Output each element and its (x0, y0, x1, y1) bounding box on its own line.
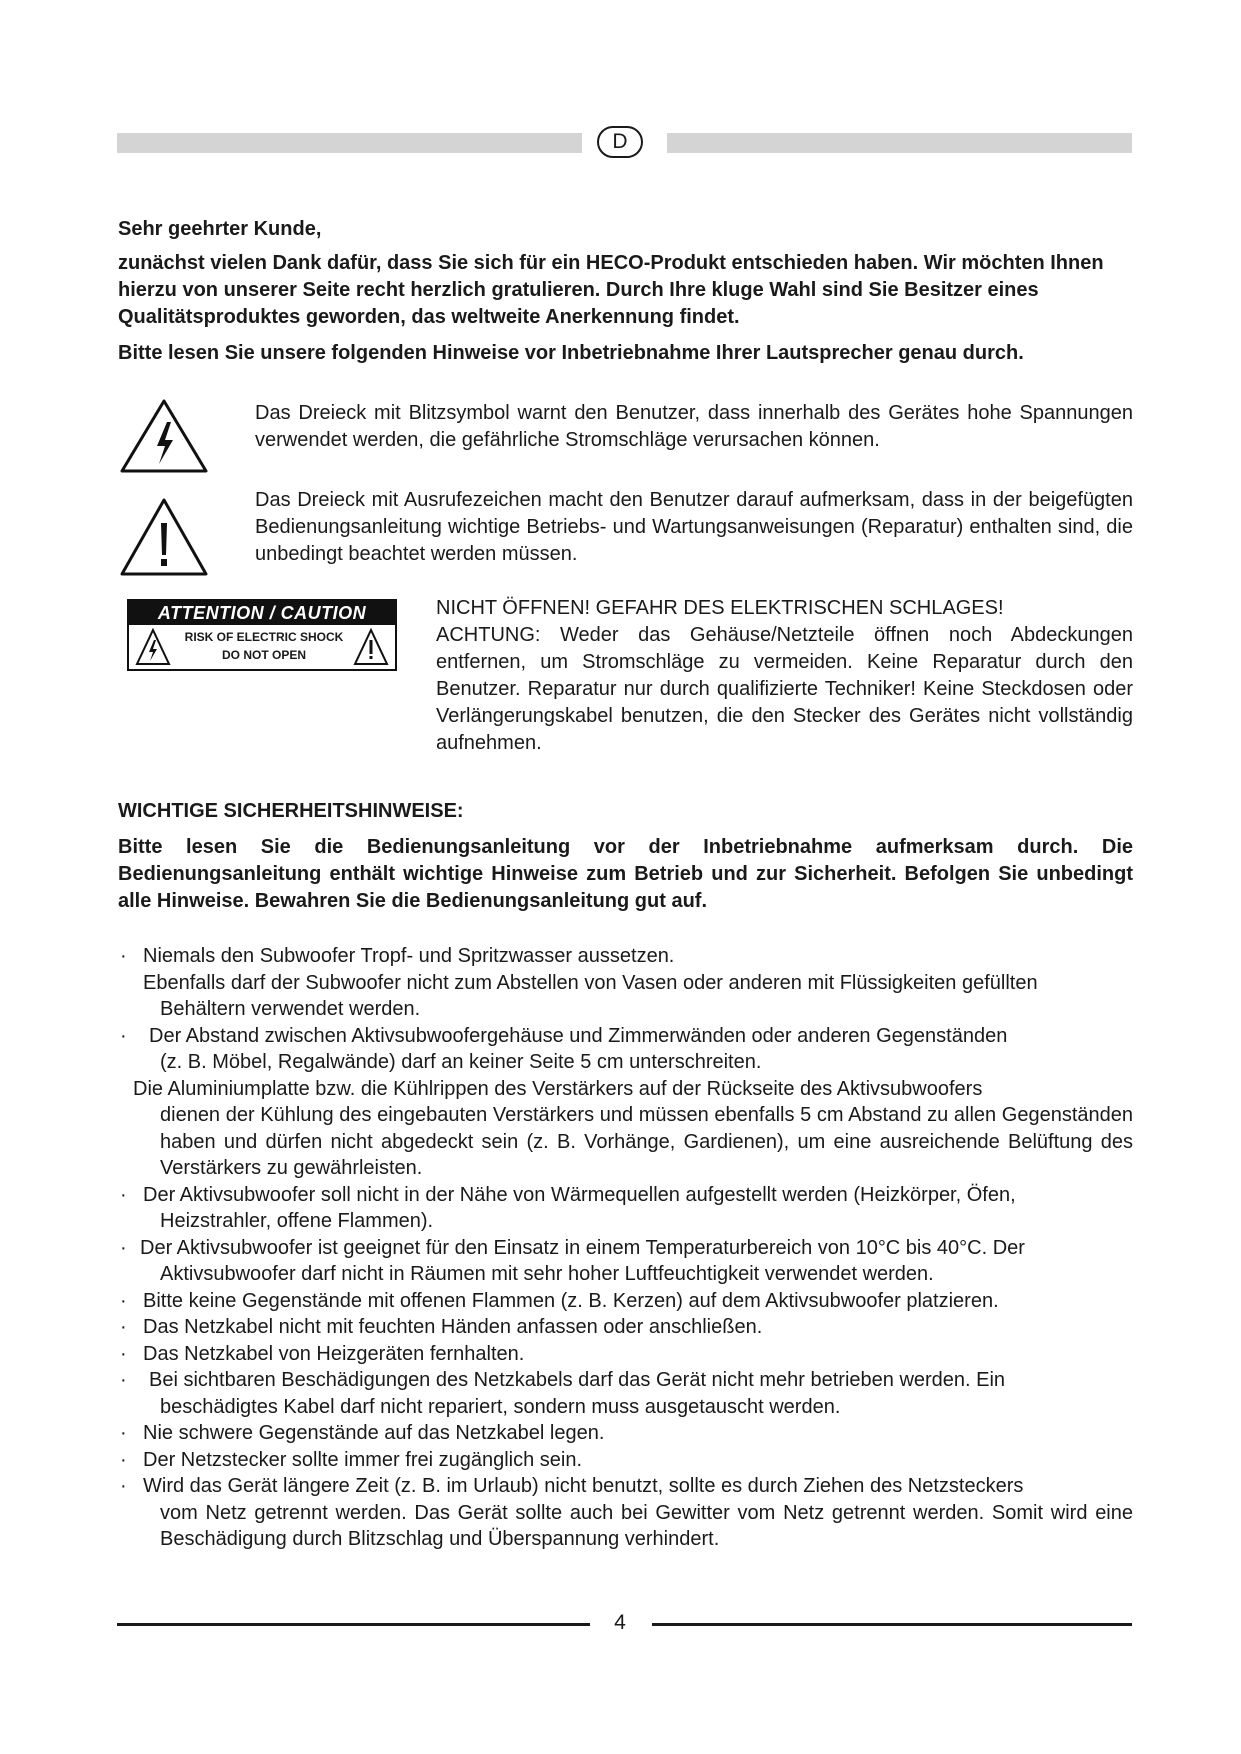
lightning-triangle-icon (135, 628, 171, 666)
list-item: · Bei sichtbaren Beschädigungen des Netzkabels darf das Gerät nicht mehr betrieben werden. Ein beschädigtes Kabel darf nicht repariert, sondern muss ausgetauscht werden. (120, 1369, 1006, 1418)
exclamation-warning-icon (119, 497, 209, 577)
footer-rule-right (652, 1623, 1132, 1626)
footer-rule-left (117, 1623, 590, 1626)
lightning-warning-text: Das Dreieck mit Blitzsymbol warnt den Benutzer, dass innerhalb des Gerätes hohe Spannungen verwendet werden, die gefährliche Stromschläge verursachen können. (255, 402, 1133, 451)
caution-label-title: ATTENTION / CAUTION (129, 601, 395, 625)
list-item: · Niemals den Subwoofer Tropf- und Spritzwasser aussetzen. (120, 945, 675, 967)
salutation: Sehr geehrter Kunde, (118, 218, 322, 240)
list-item: · Der Netzstecker sollte immer frei zugänglich sein. (120, 1448, 583, 1471)
language-badge: D (597, 126, 643, 158)
list-item: · Wird das Gerät längere Zeit (z. B. im Urlaub) nicht benutzt, sollte es durch Ziehen des Netzsteckers vom Netz getrennt werden. Das Gerät sollte auch bei Gewitter vom Netz getrennt werden. Somit wird eine Beschädigung durch Blitzschlag und Überspannung verhindert. (120, 1475, 1133, 1550)
caution-headline: NICHT ÖFFNEN! GEFAHR DES ELEKTRISCHEN SCHLAGES! (436, 597, 1004, 619)
list-item: · Der Aktivsubwoofer soll nicht in der Nähe von Wärmequellen aufgestellt werden (Heizkörper, Öfen, Heizstrahler, offene Flammen). (120, 1183, 1016, 1232)
read-note: Bitte lesen Sie unsere folgenden Hinweise vor Inbetriebnahme Ihrer Lautsprecher genau durch. (118, 342, 1024, 364)
intro-paragraph: zunächst vielen Dank dafür, dass Sie sich für ein HECO-Produkt entschieden haben. Wir möchten Ihnen hierzu von unserer Seite recht herzlich gratulieren. Durch Ihre kluge Wahl sind Sie Besitzer eines Qualitätsproduktes geworden, das weltweite Anerkennung findet. (118, 252, 1104, 328)
safety-heading: WICHTIGE SICHERHEITSHINWEISE: (118, 800, 464, 822)
header-band-left (117, 133, 582, 153)
lightning-warning-icon (119, 398, 209, 474)
caution-label (127, 599, 397, 671)
header-band-right (667, 133, 1132, 153)
exclamation-triangle-icon (353, 628, 389, 666)
page-number: 4 (614, 1611, 626, 1634)
exclamation-warning-text: Das Dreieck mit Ausrufezeichen macht den Benutzer darauf aufmerksam, dass in der beigefügten Bedienungsanleitung wichtige Betriebs- und Wartungsanweisungen (Reparatur) enthalten sind, die unbedingt beachtet werden müssen. (255, 489, 1133, 565)
list-item: · Nie schwere Gegenstände auf das Netzkabel legen. (120, 1422, 605, 1444)
caution-label-line1: RISK OF ELECTRIC SHOCK (184, 630, 344, 644)
list-item: Die Aluminiumplatte bzw. die Kühlrippen des Verstärkers auf der Rückseite des Aktivsubwoofers dienen der Kühlung des eingebauten Verstärkers und müssen ebenfalls 5 cm Abstand zu allen Gegenständen haben und dürfen nicht abgedeckt sein (z. B. Vorhänge, Gardienen), um eine ausreichende Belüftung des Verstärkers zu gewährleisten. (133, 1077, 1133, 1179)
safety-list (118, 943, 1133, 1553)
list-item: · Das Netzkabel von Heizgeräten fernhalten. (120, 1342, 525, 1365)
caution-text-block (436, 595, 1133, 757)
caution-text: ACHTUNG: Weder das Gehäuse/Netzteile öffnen noch Abdeckungen entfernen, um Stromschläge zu vermeiden. Keine Reparatur durch den Benutzer. Reparatur nur durch qualifizierte Techniker! Keine Steckdosen oder Verlängerungskabel benutzen, die den Stecker des Gerätes nicht vollständig aufnehmen. (436, 624, 1133, 754)
list-item: · Bitte keine Gegenstände mit offenen Flammen (z. B. Kerzen) auf dem Aktivsubwoofer platzieren. (120, 1289, 999, 1312)
list-item: · Das Netzkabel nicht mit feuchten Händen anfassen oder anschließen. (120, 1316, 763, 1338)
caution-label-line2: DO NOT OPEN (221, 648, 306, 662)
list-item: · Der Aktivsubwoofer ist geeignet für den Einsatz in einem Temperaturbereich von 10°C bis 40°C. Der Aktivsubwoofer darf nicht in Räumen mit sehr hoher Luftfeuchtigkeit verwendet werden. (120, 1236, 1025, 1285)
safety-intro: Bitte lesen Sie die Bedienungsanleitung vor der Inbetriebnahme aufmerksam durch. Die Bedienungsanleitung enthält wichtige Hinweise zum Betrieb und zur Sicherheit. Befolgen Sie unbedingt alle Hinweise. Bewahren Sie die Bedienungsanleitung gut auf. (118, 836, 1133, 912)
list-item: · Der Abstand zwischen Aktivsubwoofergehäuse und Zimmerwänden oder anderen Gegenständen (z. B. Möbel, Regalwände) darf an keiner Seite 5 cm unterschreiten. (120, 1024, 1008, 1073)
list-item: Ebenfalls darf der Subwoofer nicht zum Abstellen von Vasen oder anderen mit Flüssigkeiten gefüllten Behältern verwendet werden. (143, 971, 1038, 1020)
